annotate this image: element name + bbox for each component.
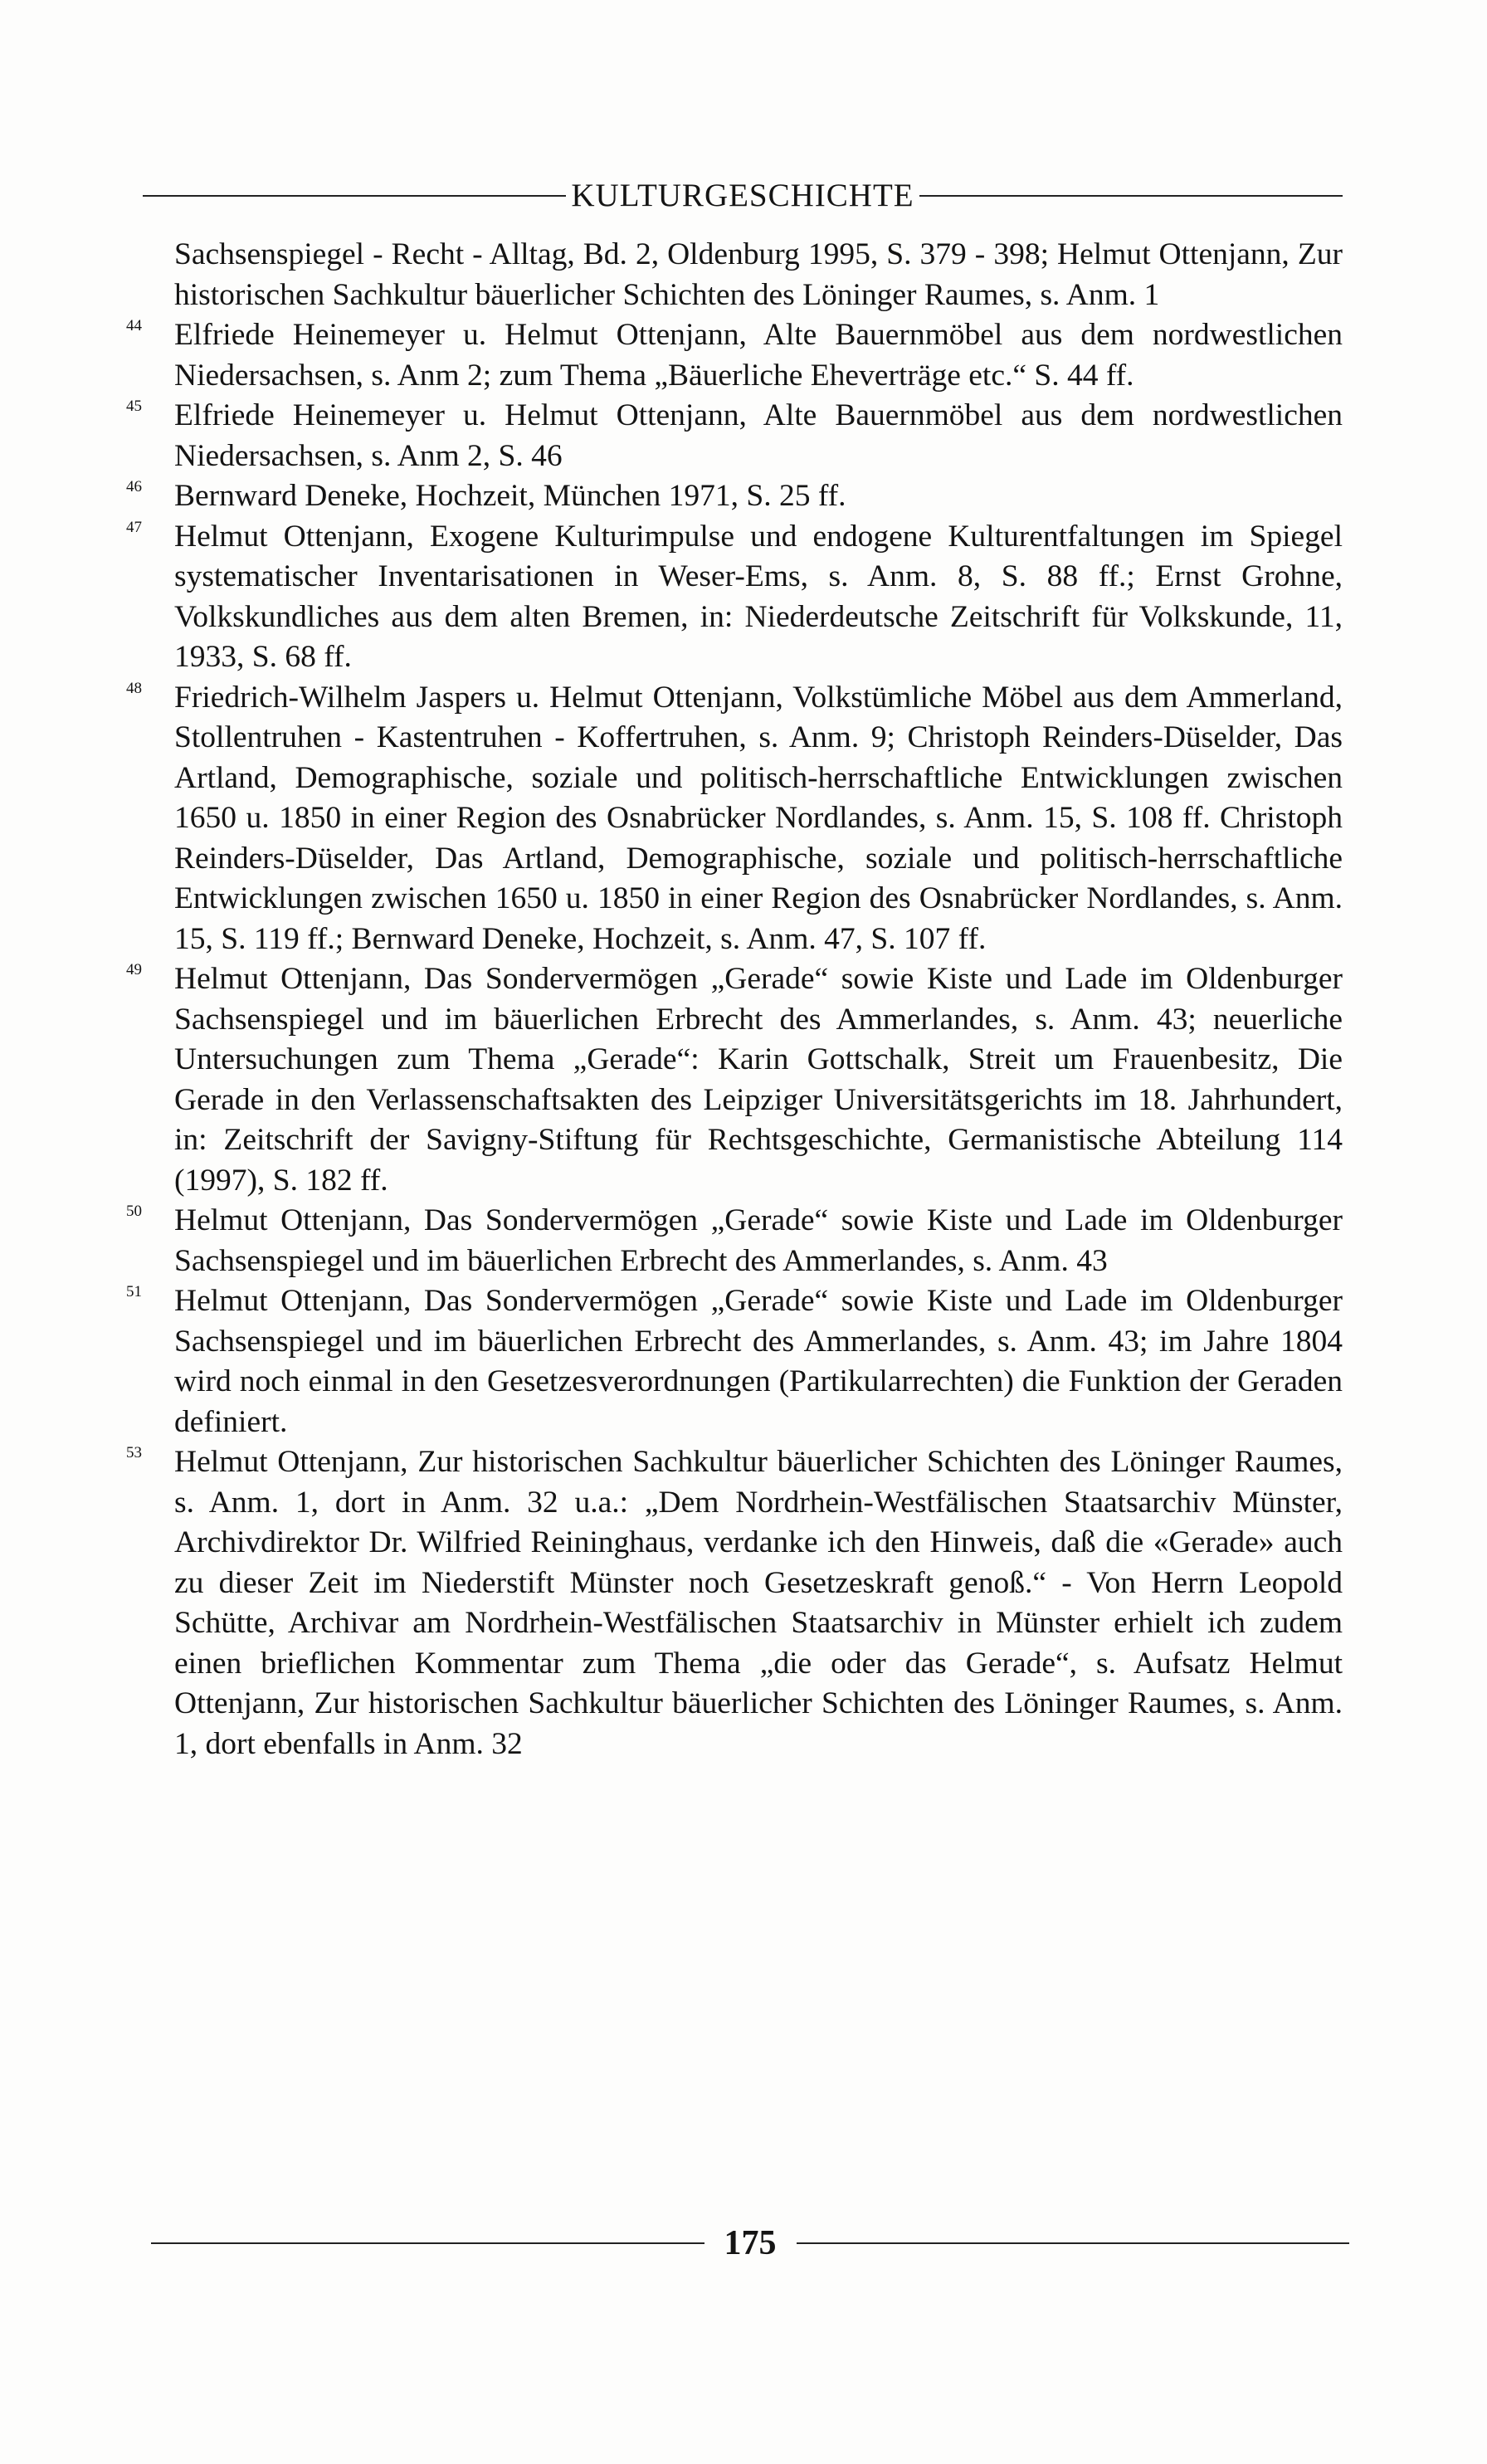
- footnote-number: 49: [126, 961, 142, 978]
- footnote-44: [126, 315, 1343, 396]
- footnote-text: Helmut Ottenjann, Das Sondervermögen „Gerade“ sowie Kiste und Lade im Oldenburger Sachsenspiegel und im bäuerlichen Erbrecht des Ammerlandes, s. Anm. 43; im Jahre 1804 wird noch einmal in den Gesetzesverordnungen (Partikularrechten) die Funktion der Geraden definiert.: [174, 1284, 1343, 1439]
- footnotes: [126, 235, 1343, 1764]
- footnote-text: Sachsenspiegel - Recht - Alltag, Bd. 2, Oldenburg 1995, S. 379 - 398; Helmut Ottenjann, Zur historischen Sachkultur bäuerlicher Schichten des Löninger Raumes, s. Anm. 1: [174, 237, 1343, 312]
- footnote-number: 48: [126, 679, 142, 697]
- footnote-number: 46: [126, 478, 142, 495]
- footnote-text: Helmut Ottenjann, Exogene Kulturimpulse und endogene Kulturentfaltungen im Spiegel systematischer Inventarisationen in Weser-Ems, s. Anm. 8, S. 88 ff.; Ernst Grohne, Volkskundliches aus dem alten Bremen, in: Niederdeutsche Zeitschrift für Volkskunde, 11, 1933, S. 68 ff.: [174, 519, 1343, 674]
- footnote-number: 50: [126, 1203, 142, 1220]
- footnote-number: 53: [126, 1444, 142, 1461]
- footnote-text: Elfriede Heinemeyer u. Helmut Ottenjann, Alte Bauernmöbel aus dem nordwestlichen Niedersachsen, s. Anm 2; zum Thema „Bäuerliche Eheverträge etc.“ S. 44 ff.: [174, 318, 1343, 393]
- footnote-50: [126, 1201, 1343, 1281]
- footnote-text: Bernward Deneke, Hochzeit, München 1971, S. 25 ff.: [174, 479, 846, 513]
- running-header-title: KULTURGESCHICHTE: [571, 178, 914, 213]
- footer-rule-left: [151, 2242, 704, 2244]
- footnote-number: 51: [126, 1283, 142, 1300]
- header-rule-right: [919, 195, 1343, 197]
- footnote-48: [126, 678, 1343, 960]
- footnote-46: [126, 476, 1343, 517]
- footnote-51: [126, 1281, 1343, 1442]
- footnote-number: 47: [126, 518, 142, 536]
- header-rule-left: [143, 195, 566, 197]
- footnote-number: 45: [126, 398, 142, 415]
- page-number: 175: [724, 2224, 777, 2262]
- footnote-continued: [126, 235, 1343, 315]
- footnote-53: [126, 1442, 1343, 1764]
- footnote-49: [126, 959, 1343, 1201]
- footnote-text: Elfriede Heinemeyer u. Helmut Ottenjann, Alte Bauernmöbel aus dem nordwestlichen Niedersachsen, s. Anm 2, S. 46: [174, 398, 1343, 473]
- page-footer: [151, 2214, 1349, 2272]
- footer-rule-right: [797, 2242, 1350, 2244]
- running-header: [143, 173, 1343, 219]
- footnote-text: Friedrich-Wilhelm Jaspers u. Helmut Ottenjann, Volkstümliche Möbel aus dem Ammerland, Stollentruhen - Kastentruhen - Koffertruhen, s. Anm. 9; Christoph Reinders-Düselder, Das Artland, Demographische, soziale und politisch-herrschaftliche Entwicklungen zwischen 1650 u. 1850 in einer Region des Osnabrücker Nordlandes, s. Anm. 15, S. 108 ff. Christoph Reinders-Düselder, Das Artland, Demographische, soziale und politisch-herrschaftliche Entwicklungen zwischen 1650 u. 1850 in einer Region des Osnabrücker Nordlandes, s. Anm. 15, S. 119 ff.; Bernward Deneke, Hochzeit, s. Anm. 47, S. 107 ff.: [174, 680, 1343, 956]
- footnote-text: Helmut Ottenjann, Das Sondervermögen „Gerade“ sowie Kiste und Lade im Oldenburger Sachsenspiegel und im bäuerlichen Erbrecht des Ammerlandes, s. Anm. 43; neuerliche Untersuchungen zum Thema „Gerade“: Karin Gottschalk, Streit um Frauenbesitz, Die Gerade in den Verlassenschaftsakten des Leipziger Universitätsgerichts im 18. Jahrhundert, in: Zeitschrift der Savigny-Stiftung für Rechtsgeschichte, Germanistische Abteilung 114 (1997), S. 182 ff.: [174, 962, 1343, 1198]
- footnote-47: [126, 517, 1343, 678]
- footnote-text: Helmut Ottenjann, Das Sondervermögen „Gerade“ sowie Kiste und Lade im Oldenburger Sachsenspiegel und im bäuerlichen Erbrecht des Ammerlandes, s. Anm. 43: [174, 1203, 1343, 1278]
- footnote-number: 44: [126, 317, 142, 334]
- footnote-text: Helmut Ottenjann, Zur historischen Sachkultur bäuerlicher Schichten des Löninger Raumes, s. Anm. 1, dort in Anm. 32 u.a.: „Dem Nordrhein-Westfälischen Staatsarchiv Münster, Archivdirektor Dr. Wilfried Reininghaus, verdanke ich den Hinweis, daß die «Gerade» auch zu dieser Zeit im Niederstift Münster noch Gesetzeskraft genoß.“ - Von Herrn Leopold Schütte, Archivar am Nordrhein-Westfälischen Staatsarchiv in Münster erhielt ich zudem einen brieflichen Kommentar zum Thema „die oder das Gerade“, s. Aufsatz Helmut Ottenjann, Zur historischen Sachkultur bäuerlicher Schichten des Löninger Raumes, s. Anm. 1, dort ebenfalls in Anm. 32: [174, 1445, 1343, 1761]
- footnote-45: [126, 396, 1343, 476]
